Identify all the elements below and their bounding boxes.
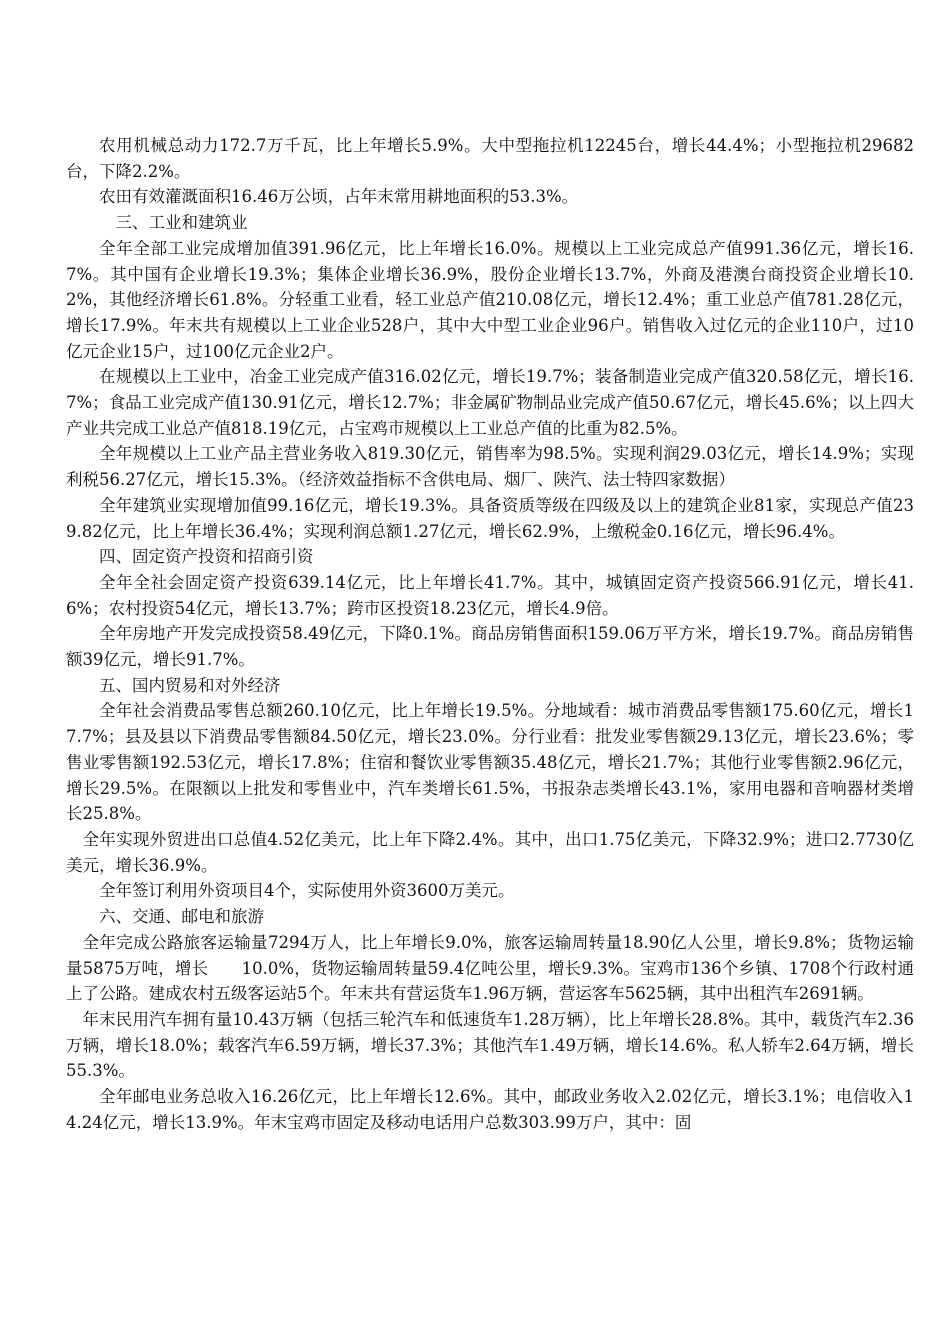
paragraph: 农田有效灌溉面积16.46万公顷，占年末常用耕地面积的53.3%。	[99, 187, 579, 207]
paragraph: 在规模以上工业中，冶金工业完成产值316.02亿元，增长19.7%；装备制造业完成产值320.58亿元，增长16.7%；食品工业完成产值130.91亿元，增长12.7%；非金属矿物制品业完成产值50.67亿元，增长45.6%；以上四大产业共完成工业总产值818.19亿元，占宝鸡市规模以上工业总产值的比重为82.5%。	[66, 367, 914, 438]
paragraph: 全年规模以上工业产品主营业务收入819.30亿元，销售率为98.5%。实现利润29.03亿元，增长14.9%；实现利税56.27亿元，增长15.3%。（经济效益指标不含供电局、烟厂、陕汽、法士特四家数据）	[66, 444, 914, 490]
paragraph: 全年社会消费品零售总额260.10亿元，比上年增长19.5%。分地域看：城市消费品零售额175.60亿元，增长17.7%；县及县以下消费品零售额84.50亿元，增长23.0%。分行业看：批发业零售额29.13亿元，增长23.6%；零售业零售额192.53亿元，增长17.8%；住宿和餐饮业零售额35.48亿元，增长21.7%；其他行业零售额2.96亿元，增长29.5%。在限额以上批发和零售业中，汽车类增长61.5%，书报杂志类增长43.1%，家用电器和音响器材类增长25.8%。	[66, 701, 914, 824]
paragraph: 全年全社会固定资产投资639.14亿元，比上年增长41.7%。其中，城镇固定资产投资566.91亿元，增长41.6%；农村投资54亿元，增长13.7%；跨市区投资18.23亿元，增长4.9倍。	[66, 572, 914, 618]
document-body	[66, 133, 914, 1135]
paragraph: 全年签订利用外资项目4个，实际使用外资3600万美元。	[99, 881, 515, 901]
paragraph: 农用机械总动力172.7万千瓦，比上年增长5.9%。大中型拖拉机12245台，增长44.4%；小型拖拉机29682台，下降2.2%。	[66, 136, 914, 181]
section-heading: 四、固定资产投资和招商引资	[99, 547, 314, 567]
paragraph: 全年实现外贸进出口总值4.52亿美元，比上年下降2.4%。其中，出口1.75亿美元，下降32.9%；进口2.7730亿美元，增长36.9%。	[66, 829, 914, 875]
paragraph: 全年房地产开发完成投资58.49亿元，下降0.1%。商品房销售面积159.06万平方米，增长19.7%。商品房销售额39亿元，增长91.7%。	[66, 624, 914, 670]
section-heading: 六、交通、邮电和旅游	[99, 907, 264, 927]
paragraph: 年末民用汽车拥有量10.43万辆（包括三轮汽车和低速货车1.28万辆），比上年增长28.8%。其中，载货汽车2.36万辆，增长18.0%；载客汽车6.59万辆，增长37.3%；其他汽车1.49万辆，增长14.6%。私人轿车2.64万辆，增长55.3%。	[66, 1009, 914, 1081]
paragraph: 全年全部工业完成增加值391.96亿元，比上年增长16.0%。规模以上工业完成总产值991.36亿元，增长16.7%。其中国有企业增长19.3%；集体企业增长36.9%，股份企业增长13.7%，外商及港澳台商投资企业增长10.2%，其他经济增长61.8%。分轻重工业看，轻工业总产值210.08亿元，增长12.4%；重工业总产值781.28亿元，增长17.9%。年末共有规模以上工业企业528户，其中大中型工业企业96户。销售收入过亿元的企业110户，过10亿元企业15户，过100亿元企业2户。	[66, 238, 914, 361]
paragraph: 全年建筑业实现增加值99.16亿元，增长19.3%。具备资质等级在四级及以上的建筑企业81家，实现总产值239.82亿元，比上年增长36.4%；实现利润总额1.27亿元，增长62.9%，上缴税金0.16亿元，增长96.4%。	[66, 495, 914, 541]
section-heading: 三、工业和建筑业	[115, 213, 248, 233]
paragraph: 全年邮电业务总收入16.26亿元，比上年增长12.6%。其中，邮政业务收入2.02亿元，增长3.1%；电信收入14.24亿元，增长13.9%。年末宝鸡市固定及移动电话用户总数303.99万户，其中：固	[66, 1087, 914, 1132]
paragraph: 全年完成公路旅客运输量7294万人，比上年增长9.0%，旅客运输周转量18.90亿人公里，增长9.8%；货物运输量5875万吨，增长 10.0%，货物运输周转量59.4亿吨公里，增长9.3%。宝鸡市136个乡镇、1708个行政村通上了公路。建成农村五级客运站5个。年末共有营运货车1.96万辆，营运客车5625辆，其中出租汽车2691辆。	[66, 932, 914, 1004]
section-heading: 五、国内贸易和对外经济	[99, 675, 281, 695]
